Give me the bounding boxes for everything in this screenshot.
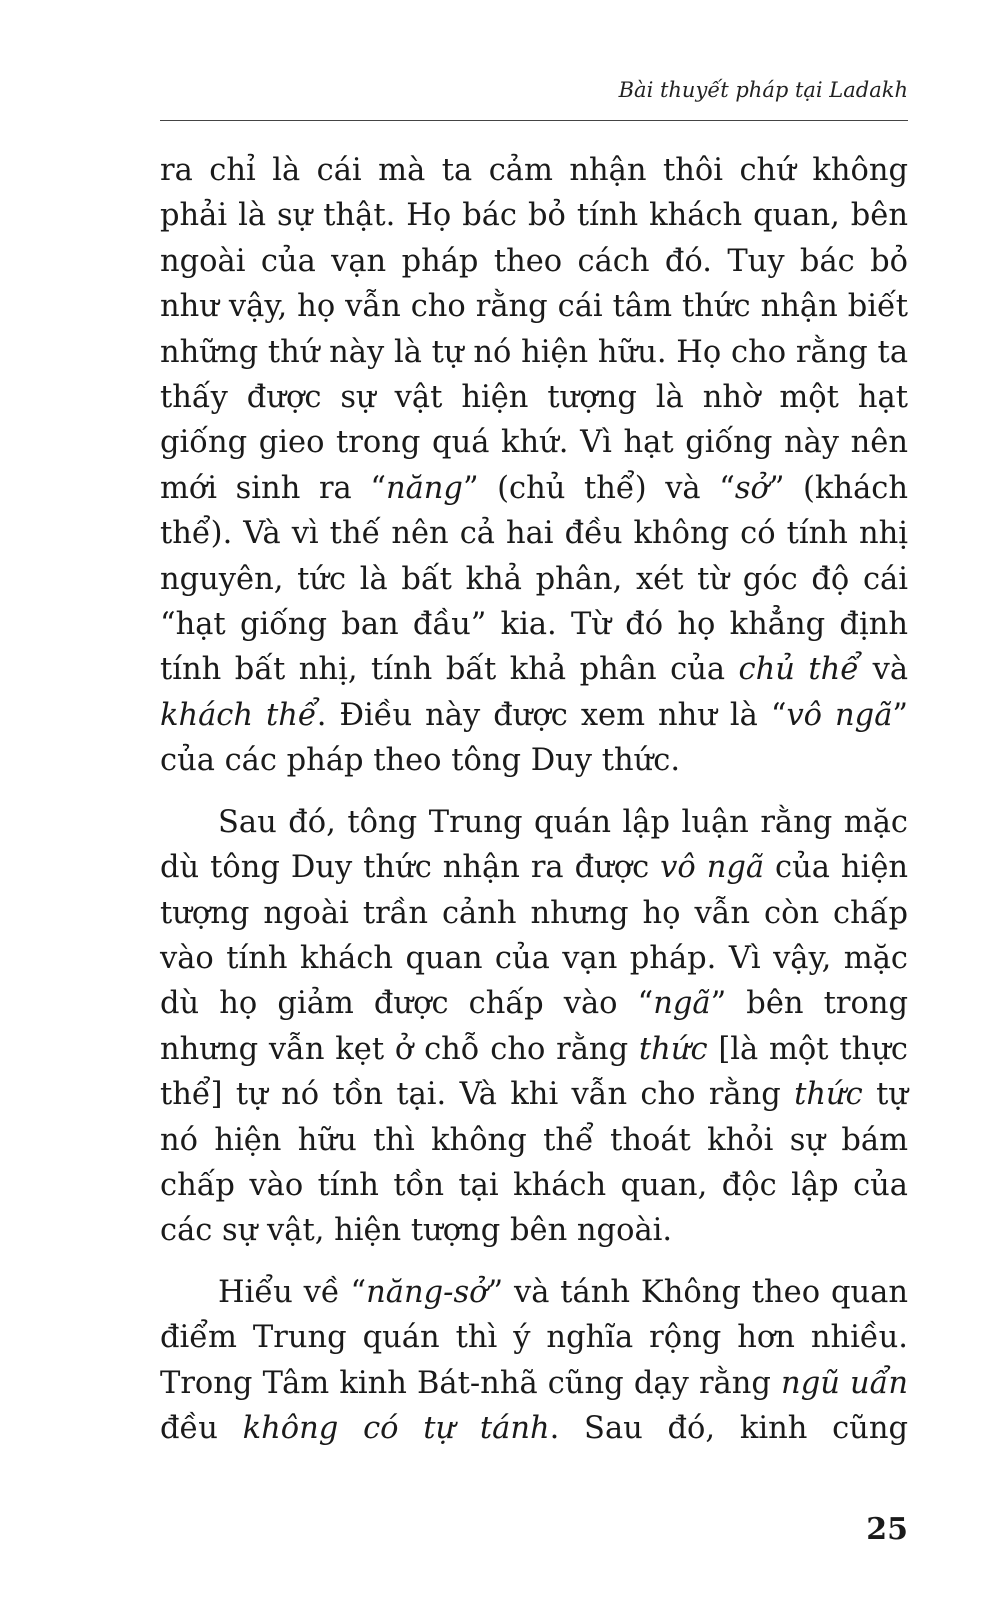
- body-text: [160, 148, 908, 1451]
- paragraph-1: [160, 148, 908, 784]
- italic-term: khách thể: [160, 697, 317, 733]
- text-run: ” (khách thể). Và vì thế nên cả hai đều không có tính nhị nguyên, tức là bất khả phân, xét từ góc độ cái “hạt giống ban đầu” kia. Từ đó họ khẳng định tính bất nhị, tính bất khả phân của: [160, 470, 908, 688]
- italic-term: ngã: [653, 986, 711, 1022]
- header-divider: [160, 120, 908, 121]
- text-run: đều: [160, 1410, 243, 1446]
- text-run: ra chỉ là cái mà ta cảm nhận thôi chứ không phải là sự thật. Họ bác bỏ tính khách quan, bên ngoài của vạn pháp theo cách đó. Tuy bác bỏ như vậy, họ vẫn cho rằng cái tâm thức nhận biết những thứ này là tự nó hiện hữu. Họ cho rằng ta thấy được sự vật hiện tượng là nhờ một hạt giống gieo trong quá khứ. Vì hạt giống này nên mới sinh ra “: [160, 153, 908, 506]
- text-run: ” (chủ thể) và “: [462, 470, 735, 506]
- paragraph-2: [160, 800, 908, 1254]
- italic-term: ngũ uẩn: [781, 1365, 908, 1401]
- text-run: ” và tánh Không theo quan điểm Trung quán thì ý nghĩa rộng hơn nhiều. Trong Tâm kinh Bát-nhã cũng dạy rằng: [160, 1274, 908, 1401]
- italic-term: thức: [794, 1077, 863, 1113]
- text-run: Sau đó, tông Trung quán lập luận rằng mặc dù tông Duy thức nhận ra được: [160, 804, 908, 886]
- text-run: của hiện tượng ngoài trần cảnh nhưng họ vẫn còn chấp vào tính khách quan của vạn pháp. Vì vậy, mặc dù họ giảm được chấp vào “: [160, 850, 909, 1022]
- text-run: và: [859, 652, 908, 688]
- text-run: . Sau đó, kinh cũng: [549, 1410, 908, 1446]
- italic-term: thức: [638, 1031, 708, 1067]
- italic-term: vô ngã: [660, 850, 765, 886]
- text-run: ” của các pháp theo tông Duy thức.: [160, 697, 908, 779]
- text-run: [là một thực thể] tự nó tồn tại. Và khi vẫn cho rằng: [160, 1031, 908, 1113]
- text-run: . Điều này được xem như là “: [316, 697, 787, 733]
- paragraph-3: [160, 1270, 908, 1452]
- italic-term: năng: [385, 470, 463, 506]
- running-header: Bài thuyết pháp tại Ladakh: [618, 78, 908, 102]
- text-run: ” bên trong nhưng vẫn kẹt ở chỗ cho rằng: [160, 986, 908, 1067]
- italic-term: năng-sở: [366, 1274, 488, 1310]
- text-run: tự nó hiện hữu thì không thể thoát khỏi sự bám chấp vào tính tồn tại khách quan, độc lập của các sự vật, hiện tượng bên ngoài.: [160, 1077, 908, 1249]
- italic-term: không có tự tánh: [242, 1410, 550, 1446]
- italic-term: sở: [734, 470, 769, 506]
- text-run: Hiểu về “: [218, 1274, 367, 1310]
- page-number: 25: [866, 1512, 908, 1547]
- italic-term: chủ thể: [738, 652, 860, 688]
- italic-term: vô ngã: [786, 697, 893, 733]
